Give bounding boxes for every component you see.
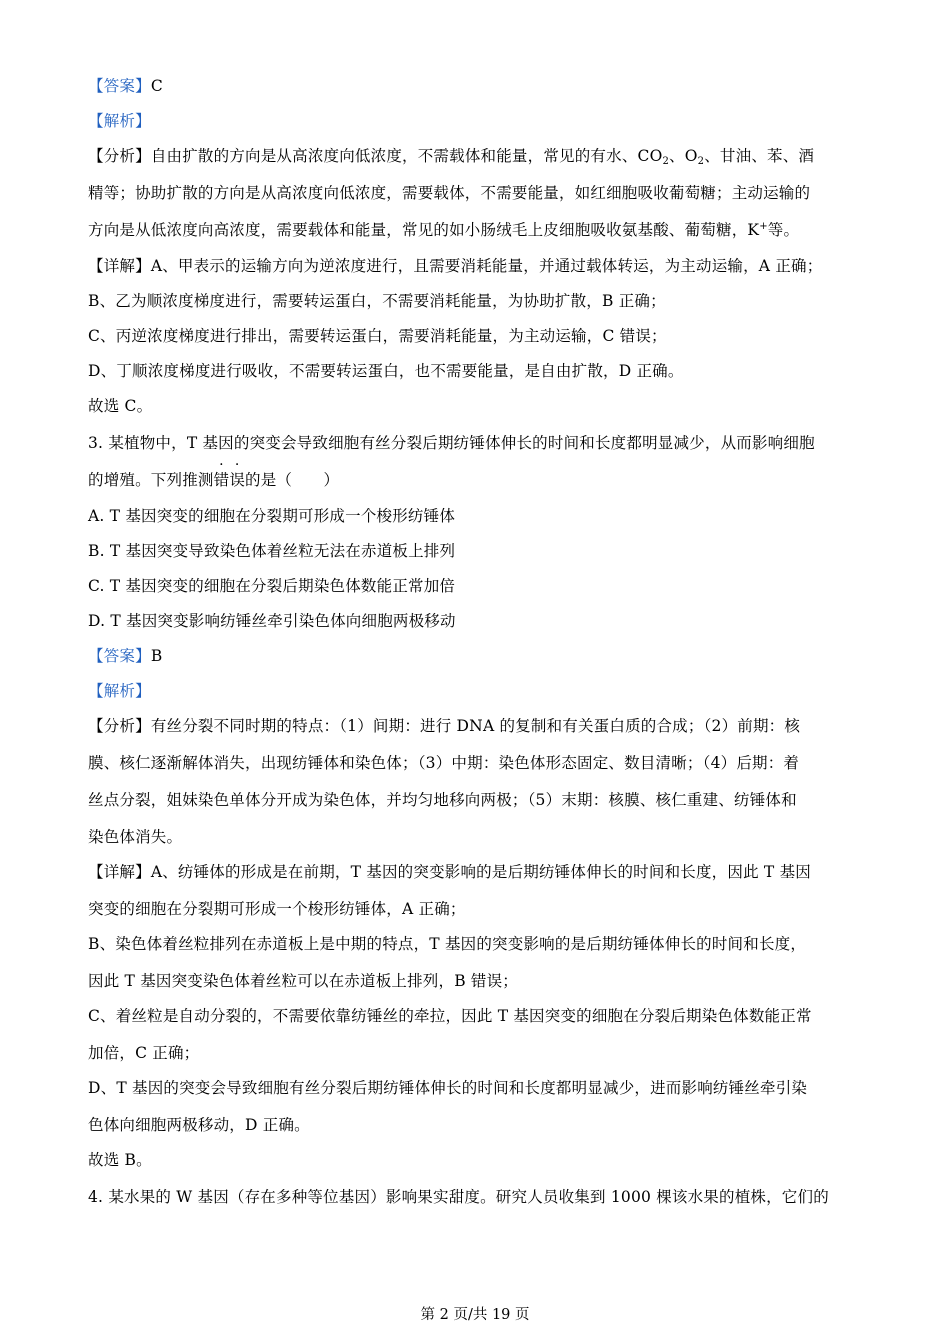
detail-label: 【详解】 <box>88 257 151 275</box>
detail-2-line-c2: 加倍，C 正确； <box>88 1044 200 1062</box>
detail-2-line-b2: 因此 T 基因突变染色体着丝粒可以在赤道板上排列，B 错误； <box>88 972 519 990</box>
answer-line-2 <box>88 645 162 667</box>
detail-2-line-c1: C、着丝粒是自动分裂的，不需要依靠纺锤丝的牵拉，因此 T 基因突变的细胞在分裂后期染色体数能正常 <box>88 1007 812 1025</box>
question-3-option-b: B. T 基因突变导致染色体着丝粒无法在赤道板上排列 <box>88 542 456 560</box>
analysis-paragraph-1-line-2: 精等；协助扩散的方向是从高浓度向低浓度，需要载体，不需要能量，如红细胞吸收葡萄糖；主动运输的 <box>88 184 811 202</box>
emphasis-char: 误 <box>229 471 246 489</box>
analysis-label: 【分析】 <box>88 147 151 165</box>
analysis-label: 【分析】 <box>88 717 151 735</box>
detail-2-line-b1: B、染色体着丝粒排列在赤道板上是中期的特点，T 基因的突变影响的是后期纺锤体伸长的时间和长度， <box>88 935 807 953</box>
question-3-stem-line-1: 3. 某植物中，T 基因的突变会导致细胞有丝分裂后期纺锤体伸长的时间和长度都明显减少，从而影响细胞 <box>88 434 815 452</box>
detail-1-conclusion: 故选 C。 <box>88 397 153 415</box>
emphasis-char: 错 <box>213 471 230 489</box>
text-span: 有丝分裂不同时期的特点：（1）间期：进行 DNA 的复制和有关蛋白质的合成；（2）前期：核 <box>150 717 801 735</box>
detail-1-line-b: B、乙为顺浓度梯度进行，需要转运蛋白，不需要消耗能量，为协助扩散，B 正确； <box>88 292 666 310</box>
detail-2-line-a1 <box>88 861 811 883</box>
detail-1-line-a <box>88 255 822 277</box>
text-span: 的是（ ） <box>245 471 340 489</box>
answer-value: C <box>150 77 163 95</box>
answer-line-1 <box>88 75 163 97</box>
detail-2-line-d1: D、T 基因的突变会导致细胞有丝分裂后期纺锤体伸长的时间和长度都明显减少，进而影响纺锤丝牵引染 <box>88 1079 808 1097</box>
analysis-tag-2: 【解析】 <box>88 682 151 700</box>
text-span: A、纺锤体的形成是在前期，T 基因的突变影响的是后期纺锤体伸长的时间和长度，因此 T 基因 <box>150 863 811 881</box>
text-span: 方向是从低浓度向高浓度，需要载体和能量，常见的如小肠绒毛上皮细胞吸收氨基酸、葡萄糖，K <box>88 221 760 239</box>
question-3-option-c: C. T 基因突变的细胞在分裂后期染色体数能正常加倍 <box>88 577 456 595</box>
analysis-paragraph-2-line-4: 染色体消失。 <box>88 828 183 846</box>
page-number-footer: 第 2 页/共 19 页 <box>420 1307 530 1323</box>
answer-tag: 【答案】 <box>88 647 151 665</box>
detail-label: 【详解】 <box>88 863 151 881</box>
text-span: A、甲表示的运输方向为逆浓度进行，且需要消耗能量，并通过载体转运，为主动运输，A 正确； <box>150 257 823 275</box>
analysis-paragraph-2-line-2: 膜、核仁逐渐解体消失，出现纺锤体和染色体；（3）中期：染色体形态固定、数目清晰；（4）后期：着 <box>88 754 800 772</box>
subscript: 2 <box>662 156 670 167</box>
text-span: 自由扩散的方向是从高浓度向低浓度，不需载体和能量，常见的有水、CO <box>150 147 663 165</box>
question-3-option-a: A. T 基因突变的细胞在分裂期可形成一个梭形纺锤体 <box>88 507 456 525</box>
answer-value: B <box>150 647 163 665</box>
detail-1-line-d: D、丁顺浓度梯度进行吸收，不需要转运蛋白，也不需要能量，是自由扩散，D 正确。 <box>88 362 684 380</box>
text-span: 的增殖。下列推测 <box>88 471 214 489</box>
detail-2-line-a2: 突变的细胞在分裂期可形成一个梭形纺锤体，A 正确； <box>88 900 466 918</box>
text-span: 、O <box>669 147 698 165</box>
answer-tag: 【答案】 <box>88 77 151 95</box>
analysis-tag-1: 【解析】 <box>88 112 151 130</box>
analysis-paragraph-1-line-1 <box>88 145 814 167</box>
superscript: + <box>759 221 768 232</box>
question-3-option-d: D. T 基因突变影响纺锤丝牵引染色体向细胞两极移动 <box>88 612 456 630</box>
text-span: 等。 <box>767 221 800 239</box>
analysis-paragraph-2-line-3: 丝点分裂，姐妹染色单体分开成为染色体，并均匀地移向两极；（5）末期：核膜、核仁重建、纺锤体和 <box>88 791 797 809</box>
analysis-paragraph-1-line-3 <box>88 219 799 241</box>
detail-1-line-c: C、丙逆浓度梯度进行排出，需要转运蛋白，需要消耗能量，为主动运输，C 错误； <box>88 327 667 345</box>
detail-2-conclusion: 故选 B。 <box>88 1151 152 1169</box>
text-span: 、甘油、苯、酒 <box>704 147 815 165</box>
subscript: 2 <box>697 156 705 167</box>
analysis-paragraph-2-line-1 <box>88 715 800 737</box>
question-3-stem-line-2 <box>88 469 339 491</box>
detail-2-line-d2: 色体向细胞两极移动，D 正确。 <box>88 1116 310 1134</box>
question-4-stem-line-1: 4. 某水果的 W 基因（存在多种等位基因）影响果实甜度。研究人员收集到 1000 棵该水果的植株，它们的 <box>88 1188 829 1206</box>
